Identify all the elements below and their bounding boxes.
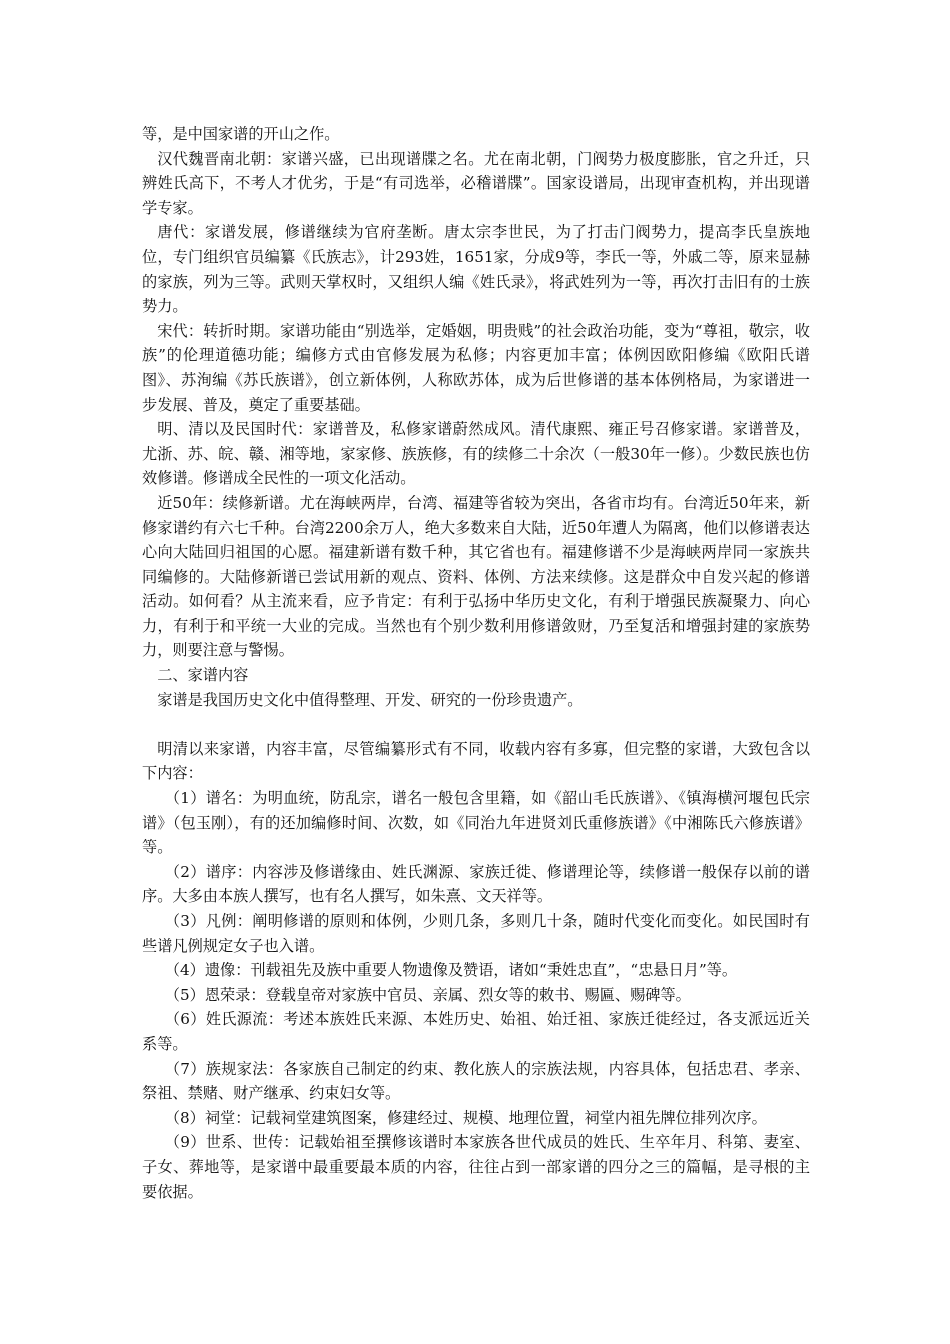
paragraph-song-dynasty: 宋代：转折时期。家谱功能由“别选举，定婚姻，明贵贱”的社会政治功能，变为“尊祖，敬宗，收族”的伦理道德功能；编修方式由官修发展为私修；内容更加丰富；体例因欧阳修编《欧阳氏谱图》、苏洵编《苏氏族谱》，创立新体例，人称欧苏体，成为后世修谱的基本体例格局，为家谱进一步发展、普及，奠定了重要基础。 <box>142 321 810 414</box>
paragraph-recent-50-years: 近50年：续修新谱。尤在海峡两岸，台湾、福建等省较为突出，各省市均有。台湾近50年来，新修家谱约有六七千种。台湾2200余万人，绝大多数来自大陆，近50年遭人为隔离，他们以修谱表达心向大陆回归祖国的心愿。福建新谱有数千种，其它省也有。福建修谱不少是海峡两岸同一家族共同编修的。大陆修新谱已尝试用新的观点、资料、体例、方法来续修。这是群众中自发兴起的修谱活动。如何看？从主流来看，应予肯定：有利于弘扬中华历史文化，有利于增强民族凝聚力、向心力，有利于和平统一大业的完成。当然也有个别少数利用修谱敛财，乃至复活和增强封建的家族势力，则要注意与警惕。 <box>142 493 810 660</box>
section-heading-genealogy-content: 二、家谱内容 <box>157 666 249 685</box>
paragraph-intro-continued: 等，是中国家谱的开山之作。 <box>142 125 340 143</box>
paragraph-heritage: 家谱是我国历史文化中值得整理、开发、研究的一份珍贵遗产。 <box>157 690 583 709</box>
list-item-surname-origin: （6）姓氏源流：考述本族姓氏来源、本姓历史、始祖、始迁祖、家族迁徙经过，各支派远近关系等。 <box>142 1010 810 1053</box>
paragraph-tang-dynasty: 唐代：家谱发展，修谱继续为官府垄断。唐太宗李世民，为了打击门阀势力，提高李氏皇族地位，专门组织官员编纂《氏族志》，计293姓，1651家，分成9等，李氏一等，外戚二等，原来显赫的家族，列为三等。武则天掌权时，又组织人编《姓氏录》，将武姓列为一等，再次打击旧有的士族势力。 <box>142 223 810 316</box>
paragraph-han-wei-jin: 汉代魏晋南北朝：家谱兴盛，已出现谱牒之名。尤在南北朝，门阀势力极度膨胀，官之升迁，只辨姓氏高下，不考人才优劣，于是“有司选举，必稽谱牒”。国家设谱局，出现审查机构，并出现谱学专家。 <box>142 149 810 217</box>
blank-line <box>142 712 810 737</box>
paragraph-ming-qing-minguo: 明、清以及民国时代：家谱普及，私修家谱蔚然成风。清代康熙、雍正号召修家谱。家谱普及，尤浙、苏、皖、赣、湘等地，家家修、族族修，有的续修二十余次（一般30年一修）。少数民族也仿效修谱。修谱成全民性的一项文化活动。 <box>142 420 810 488</box>
list-item-lineage: （9）世系、世传：记载始祖至撰修该谱时本家族各世代成员的姓氏、生卒年月、科第、妻室、子女、葬地等，是家谱中最重要最本质的内容，往往占到一部家谱的四分之三的篇幅，是寻根的主要依据。 <box>142 1133 810 1201</box>
paragraph-contents-intro: 明清以来家谱，内容丰富，尽管编纂形式有不同，收载内容有多寡，但完整的家谱，大致包含以下内容： <box>142 739 810 783</box>
list-item-guidelines: （3）凡例：阐明修谱的原则和体例，少则几条，多则几十条，随时代变化而变化。如民国时有些谱凡例规定女子也入谱。 <box>142 912 810 955</box>
document-page <box>142 122 810 1204</box>
list-item-imperial-honors: （5）恩荣录：登载皇帝对家族中官员、亲属、烈女等的敕书、赐匾、赐碑等。 <box>164 985 691 1004</box>
list-item-ancestral-hall: （8）祠堂：记载祠堂建筑图案，修建经过、规模、地理位置，祠堂内祖先牌位排列次序。 <box>164 1108 767 1127</box>
list-item-preface: （2）谱序：内容涉及修谱缘由、姓氏渊源、家族迁徙、修谱理论等，续修谱一般保存以前的谱序。大多由本族人撰写，也有名人撰写，如朱熹、文天祥等。 <box>142 862 810 906</box>
list-item-clan-rules: （7）族规家法：各家族自己制定的约束、教化族人的宗族法规，内容具体，包括忠君、孝亲、祭祖、禁赌、财产继承、约束妇女等。 <box>142 1059 810 1103</box>
list-item-portraits: （4）遗像：刊载祖先及族中重要人物遗像及赞语，诸如“秉姓忠直”，“忠悬日月”等。 <box>164 961 738 980</box>
list-item-genealogy-name: （1）谱名：为明血统，防乱宗，谱名一般包含里籍，如《韶山毛氏族谱》、《镇海横河堰包氏宗谱》（包玉刚），有的还加编修时间、次数，如《同治九年进贤刘氏重修族谱》《中湘陈氏六修族谱》等。 <box>142 789 810 857</box>
